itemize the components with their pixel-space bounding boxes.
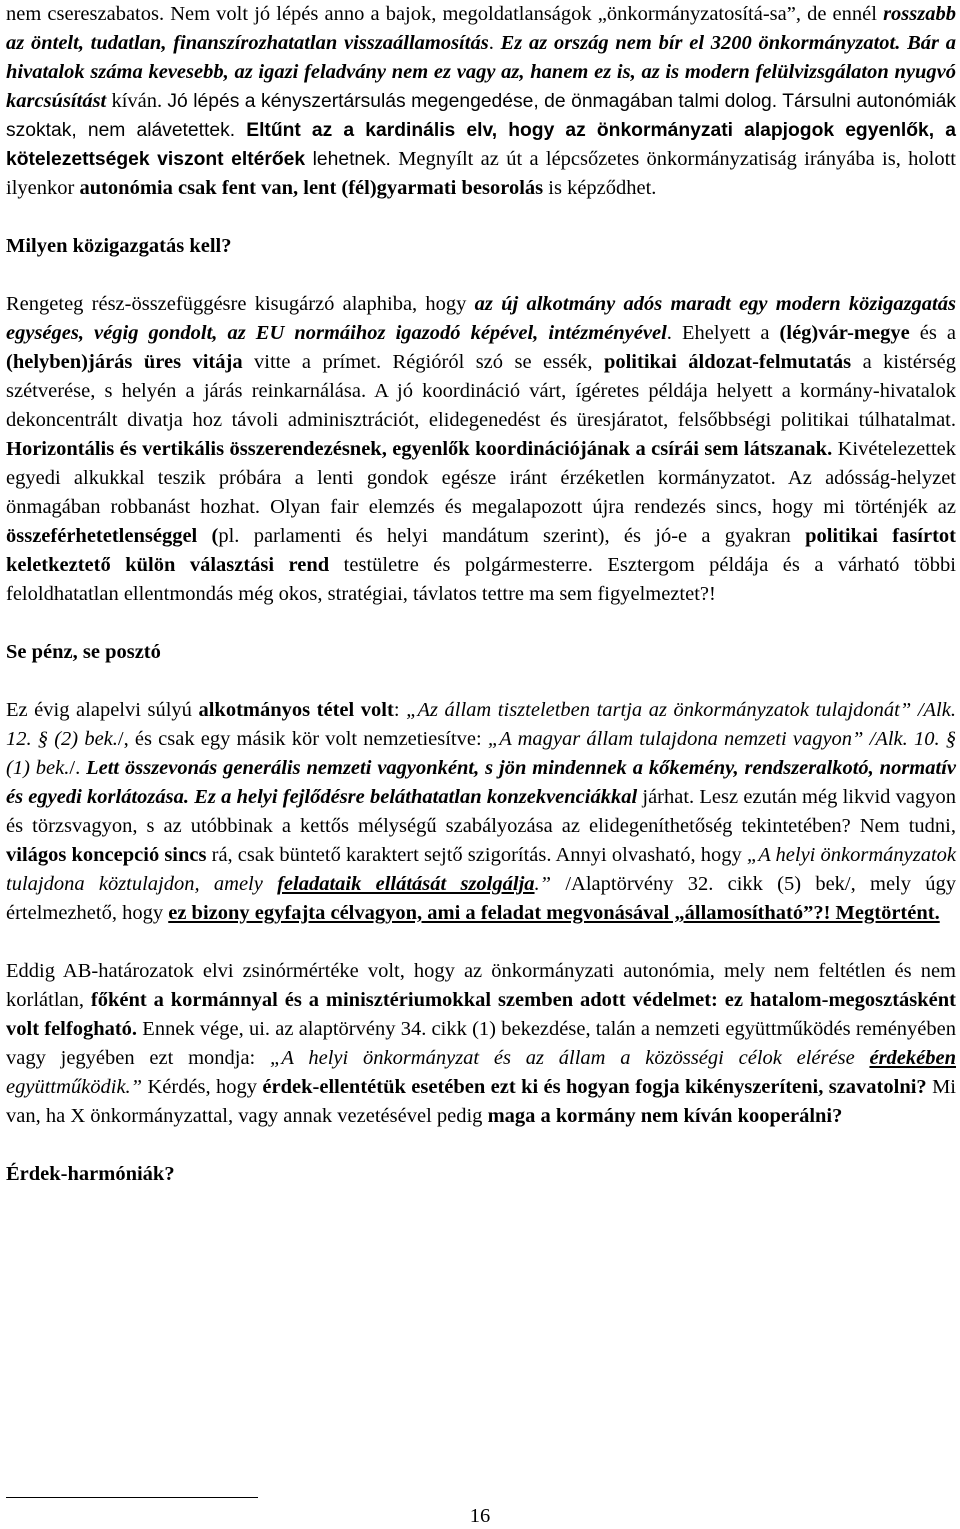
document-body — [6, 0, 956, 1189]
text-run: : — [393, 699, 407, 721]
text-run: (lég)vár-megye — [779, 322, 910, 344]
text-run: Jó lépés a kényszertársulás megengedése, de önmagában talmi dolog. Társulni autonómiák szoktak, nem alávetettek. — [6, 91, 956, 141]
text-run: Eltűnt az a kardinális elv, hogy az önkormányzati alapjogok egyenlők, a kötelezettségek viszont eltérőek — [6, 120, 956, 170]
text-run: . Ehelyett a — [666, 322, 780, 344]
text-run: alkotmányos tétel volt — [198, 699, 394, 721]
text-run: Bár a hivatalok száma kevesebb, az igazi feladvány nem ez vagy az, hanem ez is, az is modern felülvizsgálaton nyugvó karcsúsítást — [6, 32, 957, 112]
text-run: ez bizony egyfajta célvagyon, ami a feladat megvonásával „államosítható”?! Megtörtént. — [168, 902, 940, 924]
text-run: pl. parlamenti és helyi mandátum szerint), és jó-e a gyakran — [218, 525, 806, 547]
section-heading — [6, 638, 956, 667]
text-run: . — [488, 32, 501, 54]
text-run: Mi van, ha X önkormányzattal, vagy annak vezetésével pedig — [6, 1076, 956, 1127]
text-run: politikai áldozat-felmutatás — [603, 351, 852, 373]
text-run: érdekében — [869, 1047, 956, 1069]
text-run: lehetnek. — [305, 149, 391, 170]
section-heading — [6, 1160, 956, 1189]
text-run: Rengeteg rész-összefüggésre kisugárzó alaphiba, hogy — [6, 293, 475, 315]
text-run: autonómia csak fent van, lent (fél)gyarmati besorolás — [79, 177, 544, 199]
text-run: /. — [69, 757, 87, 779]
text-run: járhat. Lesz ezután még likvid vagyon és törzsvagyon, s az utóbbinak a kettős mélységű szabályozása az elidegeníthetőség tekintetében? Nem tudni, — [6, 786, 956, 837]
text-run: rosszabb az öntelt, tudatlan, finanszírozhatatlan visszaállamosítás — [6, 3, 956, 54]
text-run: nem csereszabatos. Nem volt jó lépés anno a bajok, megoldatlanságok „önkormányzatosítá-sa”, de ennél — [6, 3, 884, 25]
text-run: /, és csak egy másik kör volt nemzetiesítve: — [117, 728, 488, 750]
page-number: 16 — [469, 1505, 491, 1527]
text-run: „A helyi önkormányzatok tulajdona köztulajdon, amely — [6, 844, 957, 895]
text-run: főként a kormánnyal és a minisztériumokkal szemben adott védelmet: ez hatalom-megosztásként volt felfogható. — [6, 989, 956, 1040]
text-run: világos koncepció sincs — [6, 844, 207, 866]
text-run: testületre és polgármesterre. Esztergom példája és a várható többi feloldhatatlan ellentmondás még okos, stratégiai, távlatos tettre ma sem figyelmeztet?! — [6, 554, 957, 605]
text-run: az új alkotmány adós maradt egy modern közigazgatás egységes, végig gondolt, az EU normáihoz igazodó képével, intézményével — [6, 293, 956, 344]
text-run: Ez az ország nem bír el 3200 önkormányzatot. — [500, 32, 901, 54]
text-run: kíván. — [106, 90, 168, 112]
text-run: vitte a prímet. Régióról szó se essék, — [242, 351, 604, 373]
text-run: Se pénz, se posztó — [6, 641, 161, 663]
text-run: is képződhet. — [543, 177, 657, 199]
text-run: „A magyar állam tulajdona nemzeti vagyon” /Alk. 10. § (1) bek. — [6, 728, 956, 779]
section-heading — [6, 232, 956, 261]
text-run: .” — [534, 873, 566, 895]
paragraph — [6, 290, 956, 609]
text-run: Lett összevonás generális nemzeti vagyonként, s jön mindennek a kőkemény, rendszeralkotó, normatív és egyedi korlátozása. Ez a helyi fejlődésre beláthatatlan konzekvenciákkal — [6, 757, 956, 808]
text-run: Kivételezettek egyedi alkukkal teszik próbára a lenti gondok egésze iránt érzéketlen kormányzatot. Az adósság-helyzet önmagában robbanást hozhat. Olyan fair elemzés és megalapozott újra rendezés sincs, hogy mi történjék az — [6, 438, 956, 518]
text-run: együttműködik.” — [6, 1076, 143, 1098]
paragraph — [6, 957, 956, 1131]
text-run: Eddig AB-határozatok elvi zsinórmértéke volt, hogy az önkormányzati autonómia, mely nem feltétlen és nem korlátlan, — [6, 960, 956, 1011]
text-run: Kérdés, hogy — [142, 1076, 263, 1098]
text-run: összeférhetetlenséggel ( — [6, 525, 219, 547]
text-run: (helyben)járás üres vitája — [6, 351, 243, 373]
footer-rule — [6, 1497, 258, 1498]
text-run: érdek-ellentétük esetében ezt ki és hogyan fogja kikényszeríteni, szavatolni? — [262, 1076, 927, 1098]
text-run: „A helyi önkormányzat és az állam a közösségi célok elérése — [270, 1047, 870, 1069]
text-run: Megnyílt az út a lépcsőzetes önkormányzatiság irányába is, holott ilyenkor — [6, 148, 956, 199]
text-run: Érdek-harmóniák? — [6, 1163, 175, 1185]
text-run: Ez évig alapelvi súlyú — [6, 699, 199, 721]
text-run: politikai fasírtot keletkeztető külön választási rend — [6, 525, 956, 576]
paragraph — [6, 0, 956, 203]
text-run: feladataik ellátását szolgálja — [277, 873, 535, 895]
text-run: maga a kormány nem kíván kooperálni? — [487, 1105, 843, 1127]
text-run: Ennek vége, ui. az alaptörvény 34. cikk (1) bekezdése, talán a nemzeti együttműködés reményében vagy jegyében ezt mondja: — [6, 1018, 956, 1069]
text-run: „Az állam tiszteletben tartja az önkormányzatok tulajdonát” /Alk. 12. § (2) bek. — [6, 699, 956, 750]
text-run: Milyen közigazgatás kell? — [6, 235, 232, 257]
text-run: a kistérség szétverése, s helyén a járás reinkarnálása. A jó koordináció várt, ígéretes példája helyett a kormány-hivatalok dekoncentrált divatja hoz távoli adminisztrációt, elidegenedést és üresjáratot, felsőbbségi politikai túlhatalmat. — [6, 351, 956, 431]
text-run: /Alaptörvény 32. cikk (5) bek/, mely úgy értelmezhető, hogy — [6, 873, 957, 924]
paragraph — [6, 696, 956, 928]
text-run: Horizontális és vertikális összerendezésnek, egyenlők koordinációjának a csírái sem látszanak. — [6, 438, 833, 460]
text-run: rá, csak büntető karaktert sejtő szigorítás. Annyi olvasható, hogy — [206, 844, 747, 866]
text-run: és a — [909, 322, 957, 344]
